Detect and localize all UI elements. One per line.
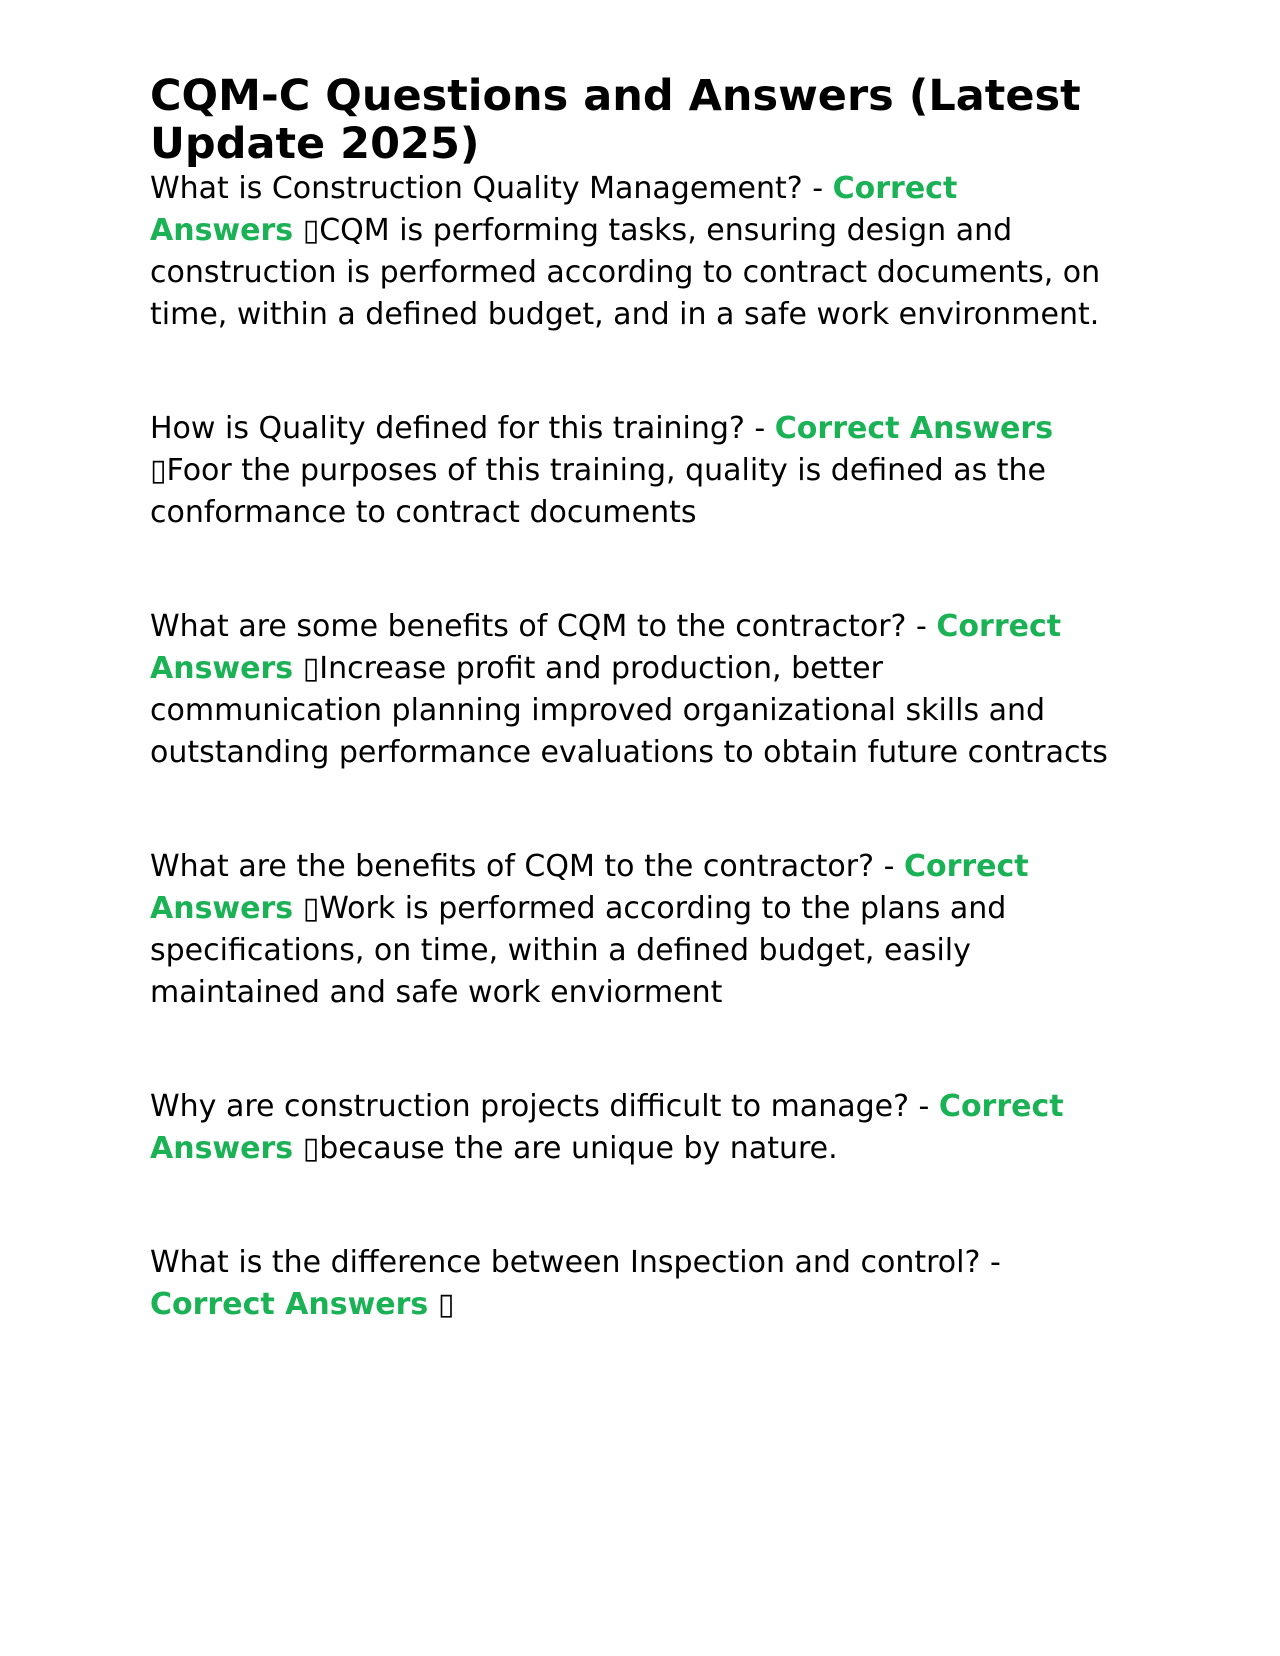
answer-marker-icon: ▯ <box>302 891 320 926</box>
answer-label: Correct Answers <box>150 1287 429 1322</box>
qa-item <box>150 408 1110 534</box>
qa-item <box>150 1086 1110 1170</box>
document-page <box>150 72 1110 1326</box>
answer-label: Correct Answers <box>150 609 1062 686</box>
answer-text: Work is performed according to the plans and specifications, on time, within a defined budget, easily maintained and safe work enviorment <box>150 891 1007 1010</box>
answer-marker-icon: ▯ <box>150 453 167 488</box>
answer-marker-icon: ▯ <box>302 1131 320 1166</box>
separator: - <box>909 1089 939 1124</box>
separator: - <box>744 411 775 446</box>
question-text: Why are construction projects difficult to manage? <box>150 1089 910 1124</box>
answer-text: CQM is performing tasks, ensuring design and construction is performed according to contract documents, on time, within a defined budget, and in a safe work environment. <box>150 213 1101 332</box>
question-text: What are some benefits of CQM to the contractor? <box>150 609 907 644</box>
qa-item <box>150 846 1110 1014</box>
qa-item <box>150 606 1110 774</box>
qa-item <box>150 168 1110 336</box>
question-text: How is Quality defined for this training? <box>150 411 745 446</box>
document-title: CQM-C Questions and Answers (Latest Update 2025) <box>150 71 1081 169</box>
question-text: What are the benefits of CQM to the contractor? <box>150 849 875 884</box>
separator: - <box>980 1245 1001 1280</box>
answer-marker-icon: ▯ <box>437 1287 455 1322</box>
question-text: What is the difference between Inspection and control? <box>150 1245 981 1280</box>
qa-item <box>150 1242 1110 1326</box>
answer-marker-icon: ▯ <box>302 213 320 248</box>
answer-text: Increase profit and production, better communication planning improved organizational skills and outstanding performance evaluations to obtain future contracts <box>150 651 1108 770</box>
answer-marker-icon: ▯ <box>302 651 320 686</box>
answer-text: Foor the purposes of this training, quality is defined as the conformance to contract documents <box>150 453 1047 530</box>
answer-label: Correct Answers <box>150 849 1029 926</box>
answer-label: Correct Answers <box>150 171 958 248</box>
answer-label: Correct Answers <box>150 1089 1064 1166</box>
answer-label: Correct Answers <box>774 411 1054 446</box>
separator: - <box>874 849 904 884</box>
answer-text: because the are unique by nature. <box>319 1131 838 1166</box>
question-text: What is Construction Quality Management? <box>150 171 803 206</box>
separator: - <box>906 609 937 644</box>
separator: - <box>802 171 833 206</box>
